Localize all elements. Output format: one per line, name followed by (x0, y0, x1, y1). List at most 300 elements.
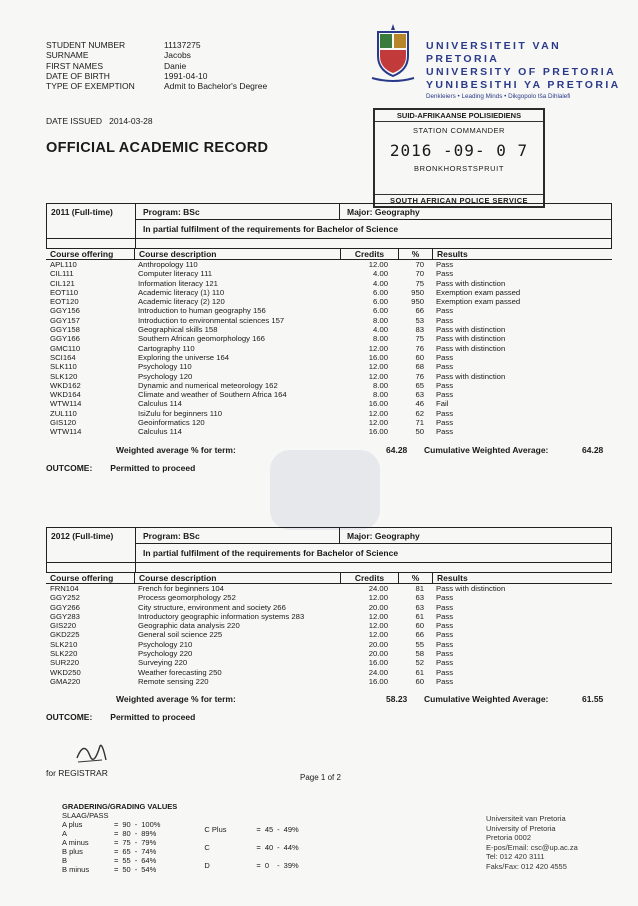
table-row (46, 260, 612, 269)
course-credits: 16.00 (368, 352, 388, 362)
course-description: Exploring the universe 164 (138, 352, 230, 362)
course-result: Pass with distinction (436, 334, 506, 344)
address-line: Tel: 012 420 3111 (486, 852, 545, 861)
course-result: Pass with distinction (436, 584, 506, 593)
course-percent: 75 (415, 334, 424, 344)
table-row (46, 649, 612, 658)
col-description: Course description (134, 249, 340, 259)
grading-cell: 80 (122, 829, 131, 838)
course-credits: 20.00 (368, 602, 388, 612)
course-credits: 8.00 (373, 390, 388, 400)
student-label: TYPE OF EXEMPTION (46, 81, 135, 92)
grading-cell: C (204, 842, 210, 852)
grading-cell: = (114, 820, 119, 829)
course-code: GGY283 (50, 611, 80, 621)
fulfilment-text: In partial fulfilment of the requirements for Bachelor of Science (143, 548, 399, 558)
table-row (46, 269, 612, 278)
course-credits: 6.00 (373, 306, 388, 316)
program (143, 531, 200, 541)
grading-cell: A minus (62, 838, 89, 847)
table-row (46, 297, 612, 306)
table-row (46, 353, 612, 362)
term-outcome (46, 463, 612, 473)
course-description: Anthropology 110 (138, 260, 198, 269)
stamp-place: BRONKHORSTSPRUIT (413, 164, 505, 173)
grading-row (204, 820, 302, 838)
grading-row (62, 865, 164, 874)
grading-cell: - (134, 838, 138, 847)
course-credits: 12.00 (368, 630, 388, 640)
course-percent: 66 (415, 306, 424, 316)
grading-cell: = (114, 856, 119, 865)
course-result: Pass (436, 306, 454, 316)
course-credits: 12.00 (368, 611, 388, 621)
table-row (46, 399, 612, 408)
grading-cell: C Plus (204, 824, 227, 834)
course-percent: 50 (415, 427, 424, 437)
grading-cell: 89% (141, 829, 157, 838)
grading-cell: 90 (122, 820, 131, 829)
student-value: Jacobs (164, 50, 191, 61)
grading-cell: 79% (141, 838, 157, 847)
grading-subtitle: SLAAG/PASS (62, 811, 109, 820)
course-result: Pass (436, 649, 454, 659)
stamp-date: 2016 -09- 0 7 (389, 141, 529, 160)
grading-cell: 64% (141, 856, 157, 865)
course-result: Pass (436, 593, 454, 603)
course-description: Surveying 220 (138, 658, 188, 668)
course-result: Pass (436, 611, 454, 621)
course-percent: 950 (411, 287, 424, 297)
course-code: EOT120 (50, 297, 79, 307)
page-number: Page 1 of 2 (300, 773, 341, 782)
cumulative-value: 61.55 (582, 694, 604, 705)
table-row (46, 418, 612, 427)
grading-title: GRADERING/GRADING VALUES (62, 802, 178, 811)
course-percent: 61 (415, 611, 424, 621)
course-code: APL110 (50, 260, 77, 269)
grading-cell: = (114, 865, 119, 874)
course-percent: 53 (415, 315, 424, 325)
course-code: ZUL110 (50, 408, 77, 418)
table-row (46, 344, 612, 353)
course-code: WTW114 (50, 427, 82, 437)
course-description: Remote sensing 220 (138, 676, 209, 686)
course-description: Introduction to human geography 156 (138, 306, 266, 316)
course-result: Pass (436, 352, 454, 362)
grading-cell: B minus (62, 865, 90, 874)
course-credits: 20.00 (368, 649, 388, 659)
course-result: Pass (436, 667, 454, 677)
course-credits: 6.00 (373, 287, 388, 297)
col-offering: Course offering (50, 249, 114, 259)
course-percent: 60 (415, 676, 424, 686)
address-line: Universiteit van Pretoria (486, 814, 566, 823)
university-name-sepedi: YUNIBESITHI YA PRETORIA (426, 79, 621, 91)
course-percent: 76 (415, 371, 424, 381)
student-value: Danie (164, 60, 187, 71)
address-line: E-pos/Email: csc@up.ac.za (486, 842, 578, 852)
student-label: SURNAME (46, 50, 89, 61)
course-code: GMA220 (50, 676, 81, 686)
course-percent: 75 (415, 278, 424, 288)
course-percent: 70 (415, 269, 424, 279)
course-code: WKD250 (50, 667, 81, 677)
grading-cell: B plus (62, 847, 83, 856)
course-percent: 950 (411, 297, 424, 307)
university-name-afrikaans: UNIVERSITEIT VAN PRETORIA (426, 40, 562, 65)
course-result: Pass (436, 630, 454, 640)
course-description: French for beginners 104 (138, 584, 224, 593)
course-code: SLK120 (50, 371, 78, 381)
course-code: CIL121 (50, 278, 75, 288)
course-code: WKD162 (50, 380, 81, 390)
cumulative-label: Cumulative Weighted Average: (424, 444, 549, 455)
course-description: Information literacy 121 (138, 278, 218, 288)
table-row (46, 381, 612, 390)
date-issued (46, 116, 153, 126)
grading-row (204, 838, 302, 856)
major-value: Geography (374, 531, 420, 541)
course-credits: 24.00 (368, 584, 388, 593)
table-column-headers (46, 573, 612, 584)
major-label: Major: (347, 531, 373, 541)
course-description: Geographical skills 158 (138, 325, 218, 335)
course-credits: 6.00 (373, 297, 388, 307)
student-value: 11137275 (164, 40, 201, 50)
course-description: General soil science 225 (138, 630, 223, 640)
grading-cell: - (134, 856, 138, 865)
program-value: BSc (183, 531, 200, 541)
course-result: Pass (436, 676, 454, 686)
course-code: GGY166 (50, 334, 80, 344)
grading-cell: 40 (264, 842, 274, 852)
course-percent: 70 (415, 260, 424, 269)
course-description: Weather forecasting 250 (138, 667, 222, 677)
course-percent: 71 (415, 418, 424, 428)
course-percent: 62 (415, 408, 424, 418)
course-code: GGY158 (50, 325, 80, 335)
course-credits: 16.00 (368, 427, 388, 437)
grading-cell: - (277, 842, 280, 852)
course-code: GIS220 (50, 621, 77, 631)
course-credits: 4.00 (373, 325, 388, 335)
program-label: Program: (143, 207, 181, 217)
course-percent: 63 (415, 602, 424, 612)
course-percent: 76 (415, 343, 424, 353)
student-row (46, 50, 267, 60)
course-percent: 81 (415, 584, 424, 593)
grading-cell: - (277, 860, 280, 870)
course-credits: 16.00 (368, 658, 388, 668)
university-name-english: UNIVERSITY OF PRETORIA (426, 66, 617, 78)
table-row (46, 621, 612, 630)
course-code: WTW114 (50, 399, 82, 409)
table-row (46, 372, 612, 381)
course-description: Psychology 110 (138, 362, 192, 372)
student-details (46, 40, 267, 91)
grading-cell: - (277, 824, 280, 834)
course-credits: 16.00 (368, 399, 388, 409)
course-description: Geographic data analysis 220 (138, 621, 240, 631)
course-description: Psychology 220 (138, 649, 193, 659)
cumulative-label: Cumulative Weighted Average: (424, 694, 549, 705)
course-credits: 24.00 (368, 667, 388, 677)
major (347, 531, 420, 541)
course-credits: 4.00 (373, 278, 388, 288)
course-result: Pass (436, 602, 454, 612)
student-label: STUDENT NUMBER (46, 40, 126, 50)
course-percent: 58 (415, 649, 424, 659)
course-result: Pass (436, 362, 454, 372)
course-description: Calculus 114 (138, 427, 182, 437)
table-row (46, 427, 612, 436)
table-row (46, 677, 612, 686)
course-description: Dynamic and numerical meteorology 162 (138, 380, 278, 390)
course-percent: 55 (415, 639, 424, 649)
table-row (46, 630, 612, 639)
course-result: Exemption exam passed (436, 287, 521, 297)
term-header (46, 203, 612, 249)
grading-cell: 74% (141, 847, 157, 856)
address-line: University of Pretoria (486, 823, 556, 833)
table-row (46, 325, 612, 334)
term-averages (46, 445, 612, 457)
table-row (46, 593, 612, 602)
table-row (46, 584, 612, 593)
course-credits: 16.00 (368, 676, 388, 686)
weighted-value: 64.28 (386, 444, 408, 455)
grading-cell: = (114, 847, 119, 856)
table-column-headers (46, 249, 612, 260)
course-credits: 12.00 (368, 418, 388, 428)
course-description: Southern African geomorphology 166 (138, 334, 265, 344)
grading-cell: = (114, 829, 119, 838)
col-results: Results (432, 249, 612, 259)
stamp-top: SUID-AFRIKAANSE POLISIEDIENS (375, 110, 543, 122)
grading-cell: 45 (264, 824, 274, 834)
student-value: Admit to Bachelor's Degree (164, 81, 268, 92)
student-value: 1991-04-10 (164, 70, 208, 81)
course-code: SUR220 (50, 658, 80, 668)
course-percent: 46 (415, 399, 424, 409)
course-result: Pass (436, 315, 454, 325)
university-tagline: Denkleiers • Leading Minds • Dikgopolo tša Dihlalefi (426, 93, 571, 100)
grading-values (62, 802, 303, 874)
table-row (46, 390, 612, 399)
grading-cell: 39% (283, 860, 299, 870)
course-percent: 68 (415, 362, 424, 372)
grading-cell: 49% (283, 824, 299, 834)
course-code: SLK110 (50, 362, 77, 372)
course-result: Pass with distinction (436, 371, 506, 381)
course-result: Pass (436, 639, 454, 649)
course-table (46, 584, 612, 686)
course-description: Introduction to environmental sciences 157 (138, 315, 285, 325)
course-code: GGY156 (50, 306, 80, 316)
fulfilment-text: In partial fulfilment of the requirements for Bachelor of Science (143, 224, 399, 234)
term-outcome (46, 712, 612, 722)
cumulative-value: 64.28 (582, 444, 604, 455)
grading-cell: - (134, 820, 138, 829)
course-percent: 60 (415, 621, 424, 631)
course-result: Pass with distinction (436, 343, 506, 353)
course-description: Psychology 210 (138, 639, 193, 649)
student-label: FIRST NAMES (46, 60, 103, 71)
course-description: Geoinformatics 120 (138, 418, 205, 428)
course-credits: 12.00 (368, 408, 388, 418)
table-row (46, 409, 612, 418)
term-year: 2012 (Full-time) (51, 531, 114, 541)
table-row (46, 334, 612, 343)
table-row (46, 658, 612, 667)
col-percent: % (398, 249, 432, 259)
student-row (46, 61, 267, 71)
course-percent: 65 (415, 380, 424, 390)
grading-cell: 75 (122, 838, 131, 847)
course-credits: 8.00 (373, 334, 388, 344)
grading-cell: - (134, 847, 138, 856)
date-issued-label: DATE ISSUED (46, 116, 103, 126)
table-row (46, 668, 612, 677)
course-percent: 63 (415, 390, 424, 400)
course-code: WKD164 (50, 390, 81, 400)
grading-cell: = (256, 860, 261, 870)
course-percent: 60 (415, 352, 424, 362)
course-credits: 12.00 (368, 260, 388, 269)
course-code: SLK210 (50, 639, 78, 649)
outcome-value: Permitted to proceed (110, 712, 196, 723)
course-percent: 63 (415, 593, 424, 603)
course-code: GKD225 (50, 630, 80, 640)
major-label: Major: (347, 207, 373, 217)
major-value: Geography (374, 207, 420, 217)
col-credits: Credits (340, 573, 398, 583)
course-credits: 12.00 (368, 621, 388, 631)
course-code: EOT110 (50, 287, 79, 297)
course-result: Pass (436, 621, 454, 631)
course-result: Exemption exam passed (436, 297, 521, 307)
course-description: Cartography 110 (138, 343, 195, 353)
course-credits: 12.00 (368, 371, 388, 381)
program-value: BSc (183, 207, 200, 217)
grading-cell: A (62, 829, 68, 838)
course-code: FRN104 (50, 584, 79, 593)
police-stamp (373, 108, 545, 208)
table-row (46, 612, 612, 621)
term-header (46, 527, 612, 573)
term-averages (46, 694, 612, 706)
course-credits: 12.00 (368, 362, 388, 372)
course-result: Pass (436, 380, 454, 390)
course-code: CIL111 (50, 269, 74, 279)
course-result: Fail (436, 399, 449, 409)
course-code: SLK220 (50, 649, 78, 659)
grading-row (62, 847, 164, 856)
weighted-label: Weighted average % for term: (116, 444, 236, 455)
grading-cell: B (62, 856, 68, 865)
stamp-role: STATION COMMANDER (413, 126, 505, 135)
weighted-label: Weighted average % for term: (116, 694, 236, 705)
course-table (46, 260, 612, 437)
col-description: Course description (134, 573, 340, 583)
course-result: Pass (436, 408, 454, 418)
course-code: GGY157 (50, 315, 80, 325)
col-results: Results (432, 573, 612, 583)
course-description: Academic literacy (1) 110 (138, 287, 225, 297)
course-result: Pass (436, 390, 454, 400)
student-row (46, 81, 267, 91)
grading-cell: = (256, 824, 261, 834)
outcome-label: OUTCOME: (46, 712, 93, 723)
date-issued-value: 2014-03-28 (109, 116, 153, 126)
registrar-label: for REGISTRAR (46, 768, 108, 778)
university-address (486, 814, 578, 871)
course-description: Process geomorphology 252 (138, 593, 236, 603)
student-row (46, 71, 267, 81)
course-credits: 12.00 (368, 593, 388, 603)
course-percent: 66 (415, 630, 424, 640)
course-percent: 83 (415, 325, 424, 335)
grading-cell: 65 (122, 847, 131, 856)
university-crest-icon (368, 22, 418, 84)
course-description: Calculus 114 (138, 399, 182, 409)
course-result: Pass (436, 260, 454, 269)
program-label: Program: (143, 531, 181, 541)
course-code: GGY266 (50, 602, 80, 612)
grading-cell: 100% (141, 820, 161, 829)
grading-row (204, 856, 302, 874)
course-result: Pass with distinction (436, 325, 506, 335)
course-result: Pass (436, 658, 454, 668)
year-block-2011 (46, 203, 612, 473)
address-line: Pretoria 0002 (486, 833, 532, 842)
year-block-2012 (46, 527, 612, 722)
outcome-label: OUTCOME: (46, 462, 93, 473)
grading-row (62, 856, 164, 865)
grading-cell: = (114, 838, 119, 847)
table-row (46, 603, 612, 612)
table-row (46, 279, 612, 288)
grading-table-left (62, 820, 164, 874)
grading-cell: 0 (264, 860, 269, 870)
grading-cell: 55 (122, 856, 131, 865)
course-result: Pass with distinction (436, 278, 506, 288)
grading-row (62, 829, 164, 838)
table-row (46, 362, 612, 371)
table-row (46, 306, 612, 315)
stamp-bottom: SOUTH AFRICAN POLICE SERVICE (375, 194, 543, 205)
grading-cell: 44% (283, 842, 299, 852)
major (347, 207, 420, 217)
course-code: SCI164 (50, 352, 76, 362)
course-credits: 8.00 (373, 315, 388, 325)
course-description: Academic literacy (2) 120 (138, 297, 225, 307)
table-row (46, 640, 612, 649)
course-description: IsiZulu for beginners 110 (138, 408, 223, 418)
course-percent: 52 (415, 658, 424, 668)
term-year: 2011 (Full-time) (51, 207, 113, 217)
grading-cell: D (204, 860, 210, 870)
course-code: GGY252 (50, 593, 80, 603)
university-name (426, 40, 626, 100)
course-description: Psychology 120 (138, 371, 193, 381)
course-code: GIS120 (50, 418, 77, 428)
course-credits: 4.00 (373, 269, 388, 279)
student-row (46, 40, 267, 50)
course-description: City structure, environment and society 266 (138, 602, 286, 612)
col-offering: Course offering (50, 573, 114, 583)
